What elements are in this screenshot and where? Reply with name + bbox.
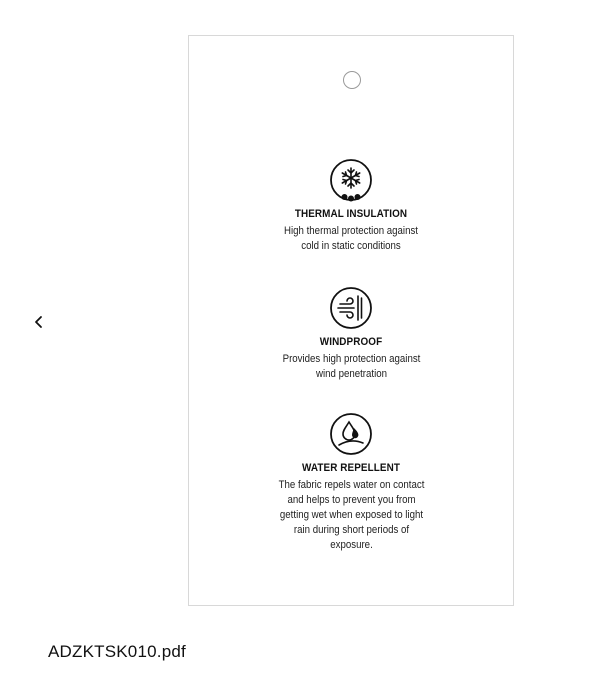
hang-tag-page bbox=[188, 35, 514, 606]
water-drop-icon bbox=[329, 412, 373, 456]
snowflake-icon bbox=[329, 158, 373, 202]
punch-hole bbox=[343, 71, 361, 89]
previous-page-button[interactable] bbox=[28, 308, 50, 336]
feature-description: The fabric repels water on contact and helps to prevent you from getting wet when exposed to light rain during short periods of exposure. bbox=[278, 479, 424, 551]
feature-title: WINDPROOF bbox=[319, 336, 383, 348]
feature-water-repellent bbox=[189, 412, 513, 553]
chevron-left-icon bbox=[34, 315, 44, 329]
wind-icon bbox=[329, 286, 373, 330]
feature-description: Provides high protection against wind penetration bbox=[282, 353, 420, 380]
file-name: ADZKTSK010.pdf bbox=[48, 642, 186, 661]
feature-thermal-insulation bbox=[189, 158, 513, 254]
feature-title: WATER REPELLENT bbox=[302, 462, 400, 474]
feature-title: THERMAL INSULATION bbox=[294, 208, 408, 220]
feature-description: High thermal protection against cold in static conditions bbox=[284, 225, 418, 252]
feature-windproof bbox=[189, 286, 513, 382]
